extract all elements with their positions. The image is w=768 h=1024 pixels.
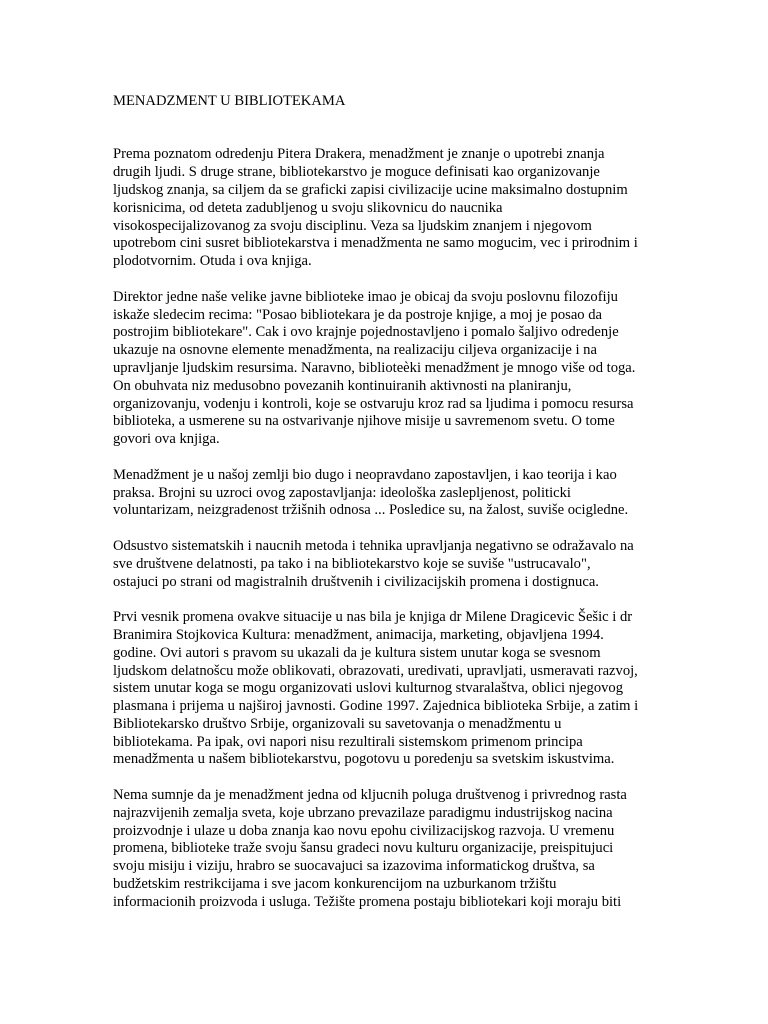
text-line: godine. Ovi autori s pravom su ukazali da je kultura sistem unutar koga se svesnom: [113, 644, 601, 661]
text-line: najrazvijenih zemalja sveta, koje ubrzano prevazilaze paradigmu industrijskog nacina: [113, 804, 613, 821]
text-line: biblioteka, a usmerene su na ostvarivanje njihove misije u savremenom svetu. O tome: [113, 413, 615, 430]
text-line: postrojim bibliotekare". Cak i ovo krajnje pojednostavljeno i pomalo šaljivo odredenje: [113, 324, 619, 341]
text-line: Odsustvo sistematskih i naucnih metoda i tehnika upravljanja negativno se odražavalo na: [113, 537, 634, 554]
text-line: menadžmenta u našem bibliotekarstvu, pogotovu u poredenju sa svetskim iskustvima.: [113, 751, 615, 768]
document-title: MENADZMENT U BIBLIOTEKAMA: [113, 93, 346, 109]
text-line: drugih ljudi. S druge strane, bibliotekarstvo je moguce definisati kao organizovanje: [113, 164, 600, 181]
text-line: Direktor jedne naše velike javne biblioteke imao je obicaj da svoju poslovnu filozofiju: [113, 288, 618, 305]
text-line: govori ova knjiga.: [113, 431, 220, 448]
text-line: promena, biblioteke traže svoju šansu gradeci novu kulturu organizacije, preispitujuci: [113, 840, 614, 857]
text-line: ostajuci po strani od magistralnih društvenih i civilizacijskih promena i dostignuca.: [113, 573, 599, 590]
text-line: proizvodnje i ulaze u doba znanja kao novu epohu civilizacijskog razvoja. U vremenu: [113, 822, 615, 839]
paragraph-list: [113, 146, 657, 911]
text-line: iskaže sledecim recima: "Posao bibliotekara je da postroje knjige, a moj je posao da: [113, 306, 603, 323]
text-line: upravljanje ljudskim resursima. Naravno, biblioteèki menadžment je mnogo više od toga.: [113, 359, 636, 376]
text-line: organizovanju, vodenju i kontroli, koje se ostvaruju kroz rad sa ljudima i pomocu resursa: [113, 395, 634, 412]
text-line: sistem unutar koga se mogu organizovati uslovi kulturnog stvaralaštva, oblici njegovog: [113, 680, 624, 697]
text-line: svoju misiju i viziju, hrabro se suocavajuci sa izazovima informatickog društva, sa: [113, 858, 595, 875]
text-line: Prvi vesnik promena ovakve situacije u nas bila je knjiga dr Milene Dragicevic Šešic i dr: [113, 609, 633, 626]
text-line: bibliotekama. Pa ipak, ovi napori nisu rezultirali sistemskom primenom principa: [113, 733, 583, 750]
paragraph: [113, 289, 657, 449]
text-line: Bibliotekarsko društvo Srbije, organizovali su savetovanja o menadžmentu u: [113, 715, 562, 732]
paragraph: [113, 467, 657, 520]
text-line: visokospecijalizovanog za svoju disciplinu. Veza sa ljudskim znanjem i njegovom: [113, 217, 592, 234]
paragraph: [113, 538, 657, 591]
text-line: Prema poznatom odredenju Pitera Drakera, menadžment je znanje o upotrebi znanja: [113, 146, 605, 163]
text-line: Nema sumnje da je menadžment jedna od kljucnih poluga društvenog i privrednog rasta: [113, 787, 627, 804]
text-line: sve društvene delatnosti, pa tako i na bibliotekarstvo koje se suviše "ustrucavalo",: [113, 555, 591, 572]
text-line: voluntarizam, neizgradenost tržišnih odnosa ... Posledice su, na žalost, suviše ocigledne.: [113, 502, 629, 519]
paragraph: [113, 609, 657, 769]
text-line: plodotvornim. Otuda i ova knjiga.: [113, 253, 312, 270]
text-line: Menadžment je u našoj zemlji bio dugo i neopravdano zapostavljen, i kao teorija i kao: [113, 466, 617, 483]
text-line: Branimira Stojkovica Kultura: menadžment, animacija, marketing, objavljena 1994.: [113, 626, 604, 643]
text-line: plasmana i prijema u najširoj javnosti. Godine 1997. Zajednica biblioteka Srbije, a zatim i: [113, 698, 639, 715]
text-line: korisnicima, od deteta zadubljenog u svoju slikovnicu do naucnika: [113, 199, 503, 216]
paragraph: [113, 787, 657, 912]
text-line: informacionih proizvoda i usluga. Težište promena postaju bibliotekari koji moraju biti: [113, 893, 622, 910]
text-line: On obuhvata niz medusobno povezanih kontinuiranih aktivnosti na planiranju,: [113, 377, 572, 394]
text-line: budžetskim restrikcijama i sve jacom konkurencijom na uzburkanom tržištu: [113, 876, 557, 893]
text-line: upotrebom cini susret bibliotekarstva i menadžmenta ne samo mogucim, vec i prirodnim i: [113, 235, 638, 252]
text-line: praksa. Brojni su uzroci ovog zapostavljanja: ideološka zaslepljenost, politicki: [113, 484, 571, 501]
document-body: [113, 93, 657, 929]
paragraph: [113, 146, 657, 271]
text-line: ljudskog znanja, sa ciljem da se graficki zapisi civilizacije ucine maksimalno dostupnim: [113, 181, 628, 198]
text-line: ljudskom delatnošcu može oblikovati, obrazovati, uredivati, upravljati, usmeravati razvoj,: [113, 662, 638, 679]
text-line: ukazuje na osnovne elemente menadžmenta, na realizaciju ciljeva organizacije i na: [113, 342, 597, 359]
